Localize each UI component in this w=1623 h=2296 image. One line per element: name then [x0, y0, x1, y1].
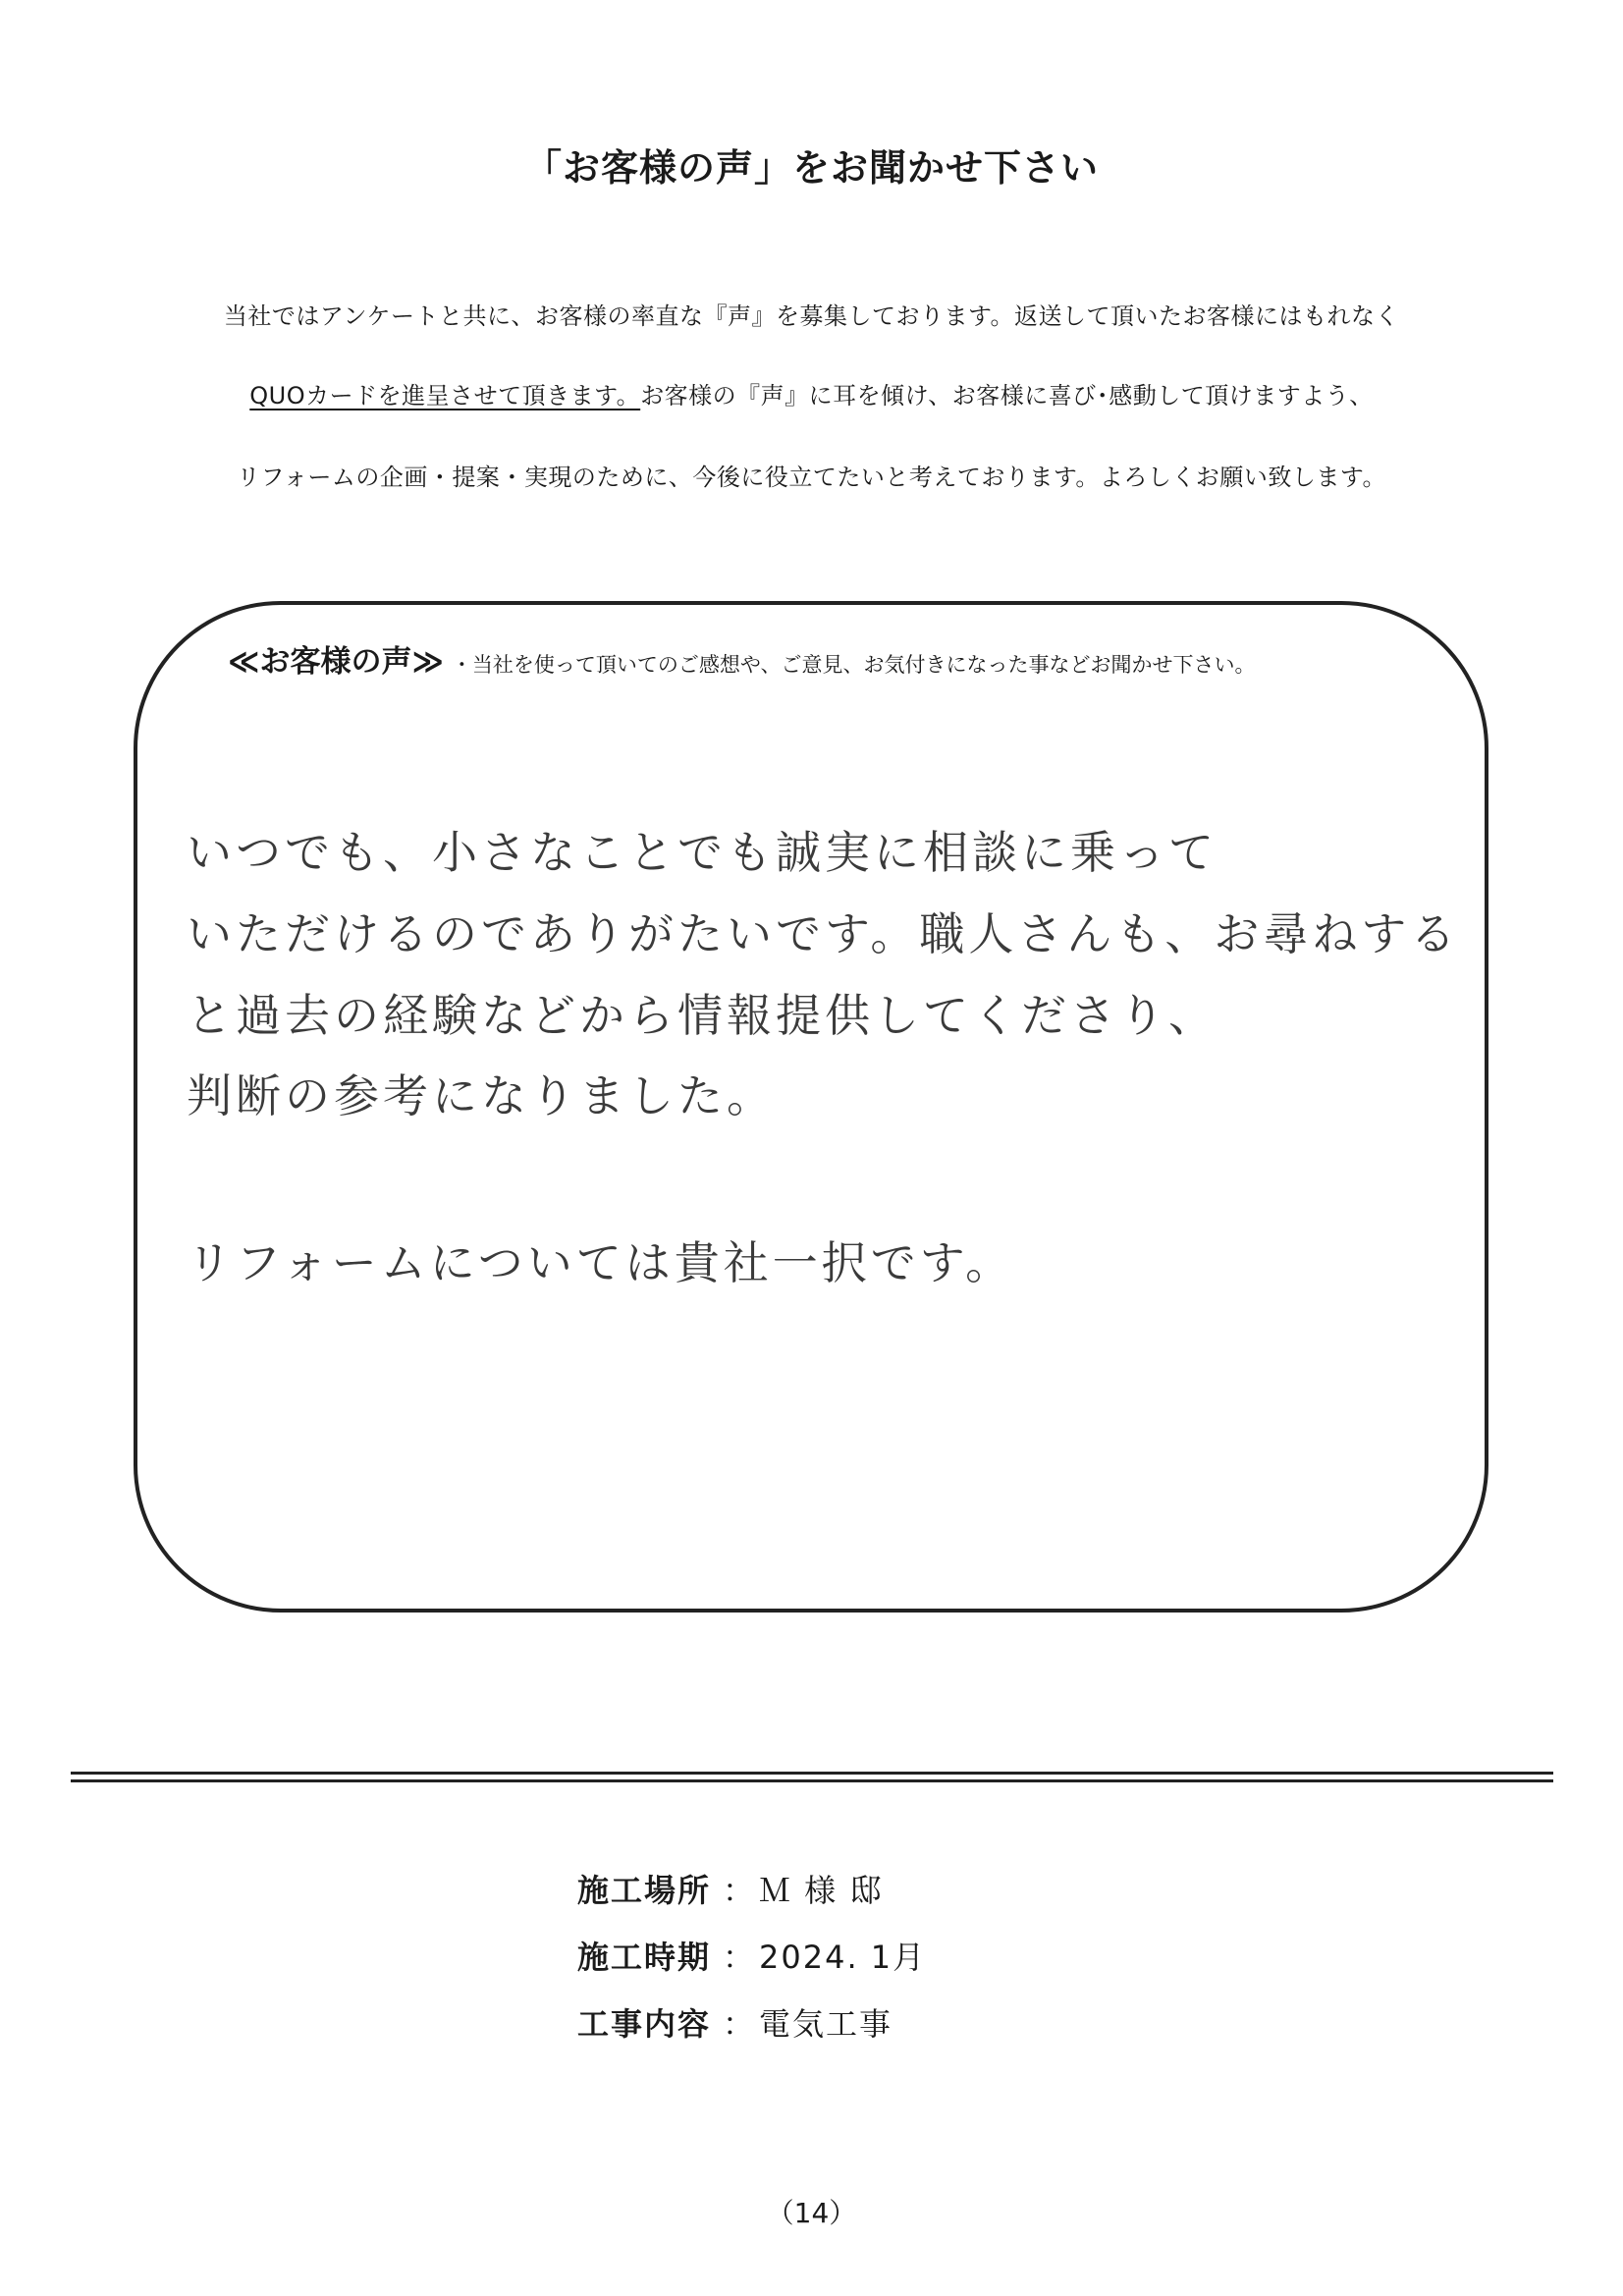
intro-line-3: リフォームの企画・提案・実現のために、今後に役立てたいと考えております。よろしくお願い致します。	[237, 464, 1386, 491]
voice-header	[228, 636, 1255, 681]
info-separator: ：	[722, 1939, 756, 1976]
voice-heading: ≪お客様の声≫	[228, 644, 444, 680]
divider-line	[71, 1779, 1553, 1782]
page-number: （14）	[766, 2197, 857, 2229]
info-value: 2024. 1月	[759, 1939, 927, 1976]
voice-line: リフォームについては貴社一択です。	[187, 1236, 1015, 1289]
intro-line-2	[0, 376, 1623, 410]
voice-line: と過去の経験などから情報提供してくださり、	[187, 989, 1217, 1042]
info-label: 施工場所	[577, 1872, 712, 1909]
info-separator: ：	[722, 1872, 756, 1909]
intro-line-1: 当社ではアンケートと共に、お客様の率直な『声』を募集しております。返送して頂いたお客様にはもれなく	[223, 302, 1400, 330]
voice-line: いただけるのでありがたいです。職人さんも、お尋ねする	[187, 907, 1460, 960]
divider-line	[71, 1772, 1553, 1775]
info-label: 施工時期	[577, 1939, 712, 1976]
info-value: 電気工事	[759, 2005, 893, 2043]
voice-line: いつでも、小さなことでも誠実に相談に乗って	[187, 826, 1217, 879]
info-separator: ：	[722, 2005, 756, 2043]
voice-subheading: ・当社を使って頂いてのご感想や、ご意見、お気付きになった事などお聞かせ下さい。	[451, 653, 1256, 677]
info-row-work	[577, 1999, 893, 2045]
intro-line-2-rest: お客様の『声』に耳を傾け、お客様に喜び･感動して頂けますよう、	[640, 382, 1374, 410]
info-row-location	[577, 1866, 883, 1911]
info-value: Ｍ 様 邸	[759, 1872, 884, 1909]
quo-card-note: QUOカードを進呈させて頂きます。	[249, 382, 641, 410]
info-row-period	[577, 1933, 926, 1978]
voice-line: 判断の参考になりました。	[187, 1069, 776, 1122]
info-label: 工事内容	[577, 2005, 712, 2043]
page-title: 「お客様の声」をお聞かせ下さい	[523, 146, 1099, 190]
